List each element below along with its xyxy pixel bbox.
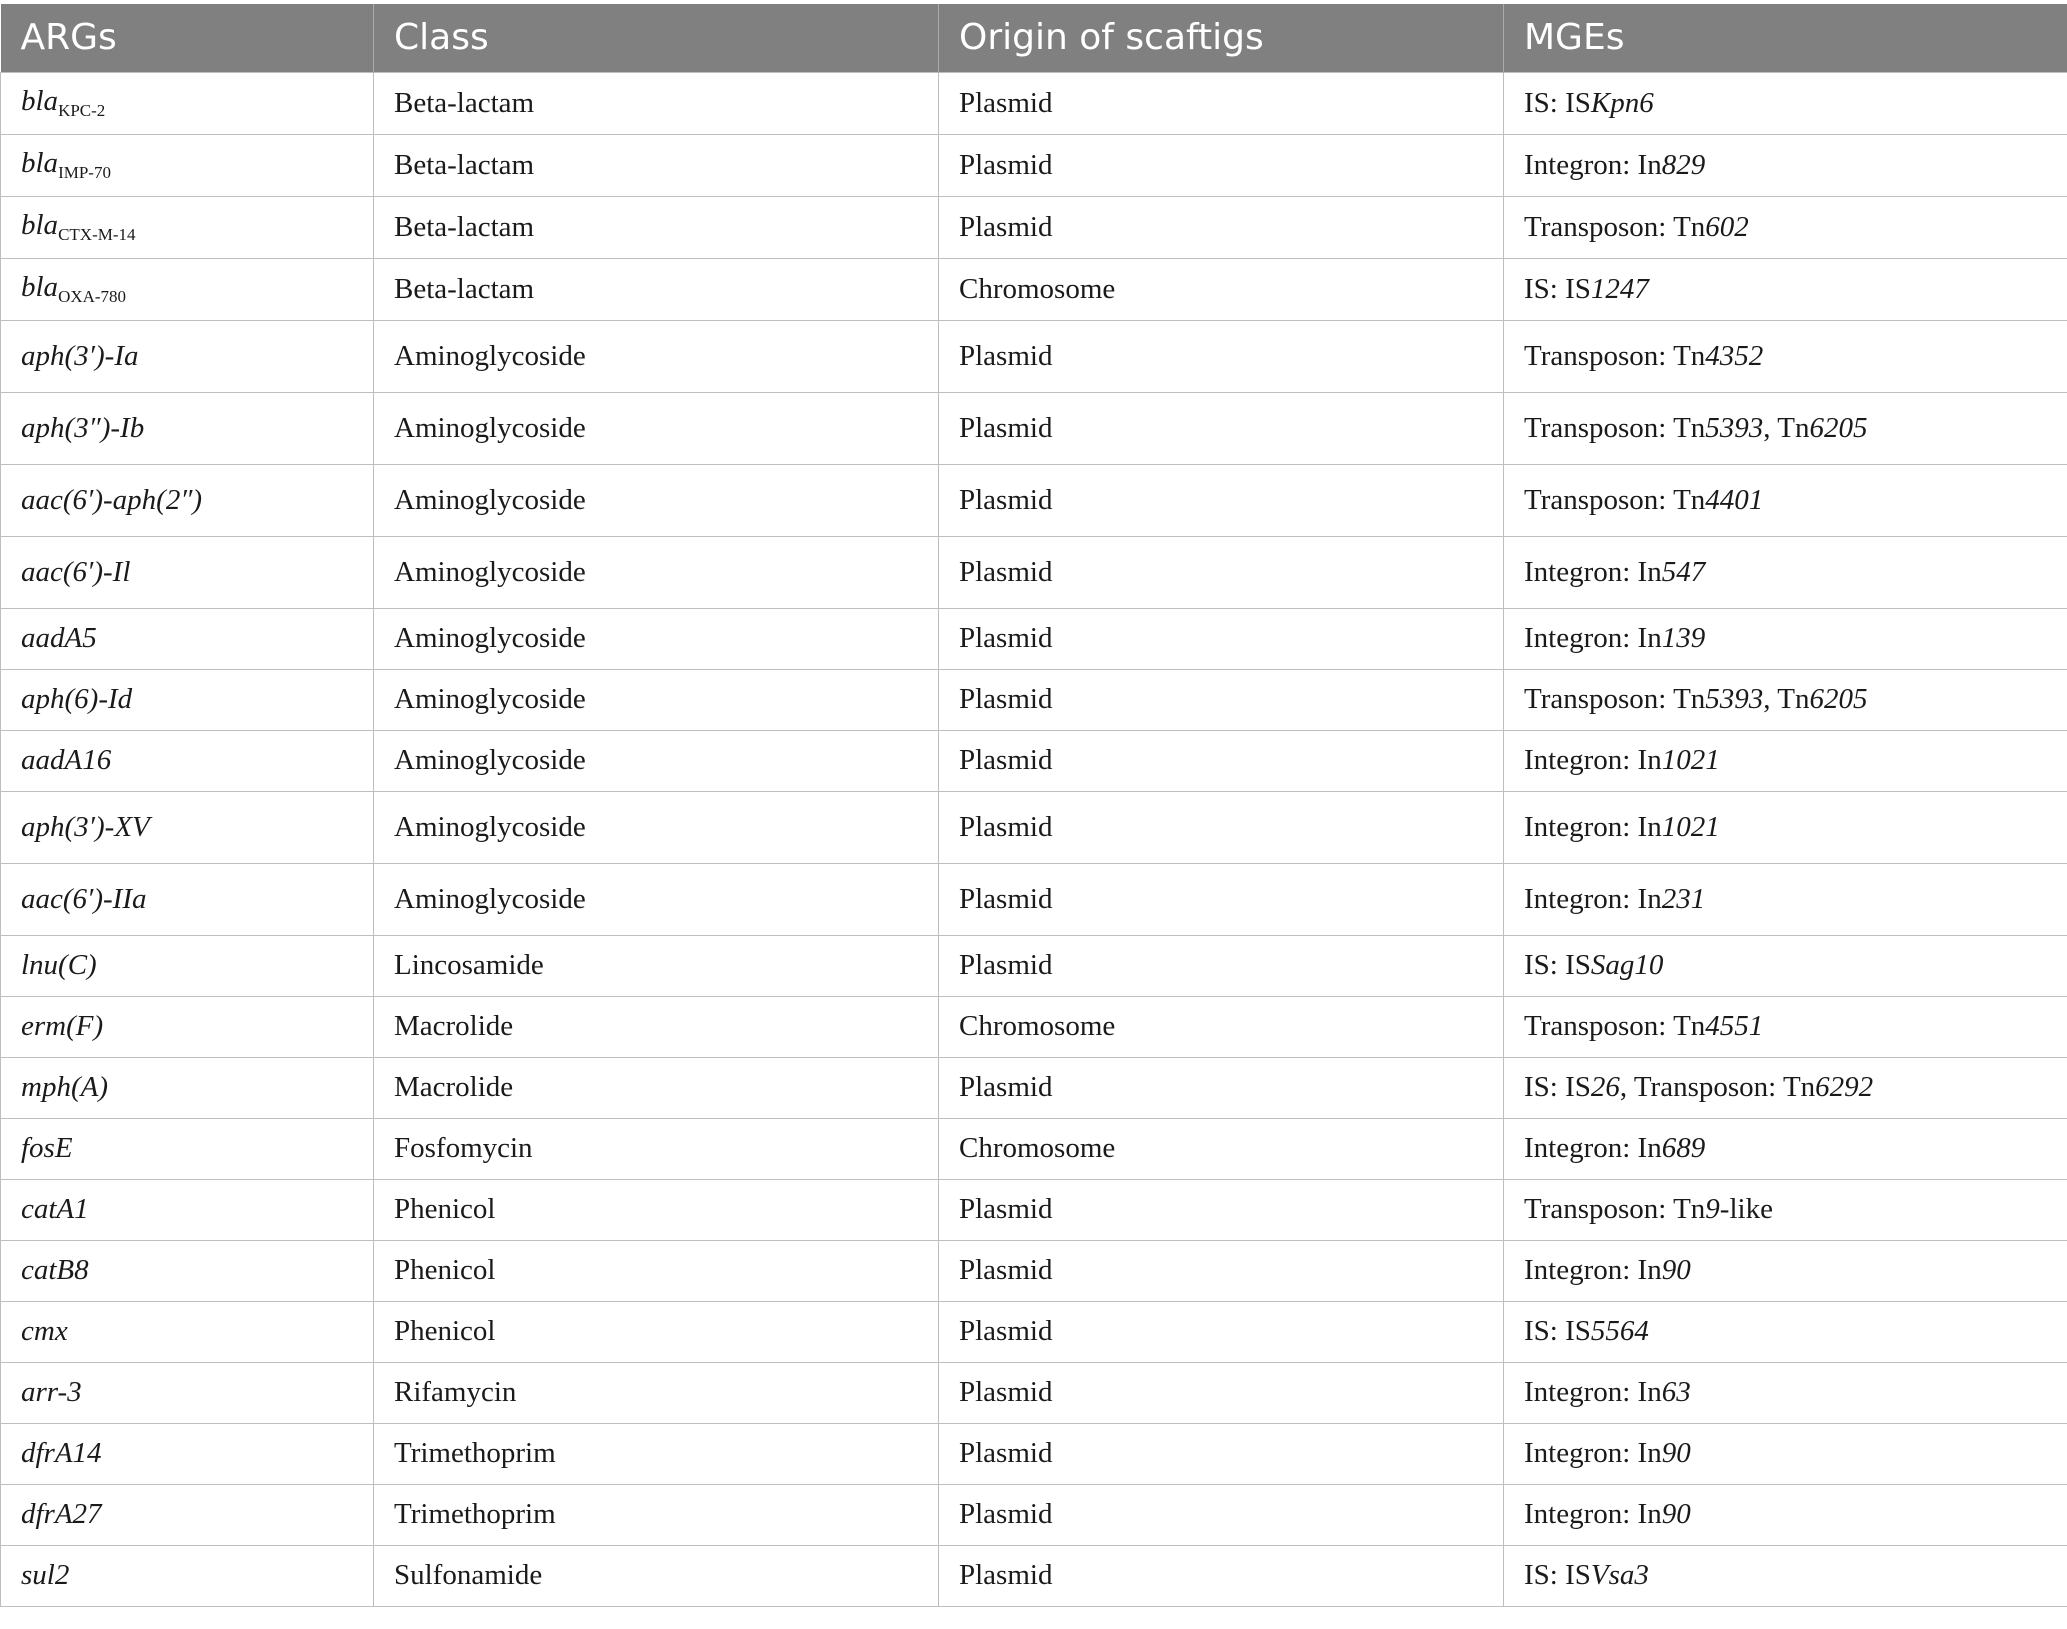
mge-segment: Transposon: Tn [1524, 483, 1706, 516]
cell-class: Trimethoprim [374, 1423, 939, 1484]
table-body [1, 72, 2067, 1606]
mge-segment: Integron: In [1524, 148, 1662, 181]
arg-subscript: CTX-M-14 [58, 225, 136, 244]
arg-name: bla [21, 271, 59, 303]
cell-arg [1, 1484, 374, 1545]
cell-class: Trimethoprim [374, 1484, 939, 1545]
cell-origin: Plasmid [939, 1057, 1504, 1118]
cell-arg [1, 1240, 374, 1301]
mge-segment: -like [1719, 1193, 1773, 1225]
cell-arg [1, 1362, 374, 1423]
arg-table [0, 4, 2067, 1607]
cell-mge [1504, 669, 2067, 730]
cell-arg [1, 196, 374, 258]
mge-segment: , Tn [1763, 683, 1810, 715]
mge-segment: 231 [1661, 882, 1706, 915]
cell-arg [1, 392, 374, 464]
cell-class: Phenicol [374, 1240, 939, 1301]
cell-arg [1, 791, 374, 863]
cell-origin: Plasmid [939, 134, 1504, 196]
arg-name: cmx [21, 1315, 68, 1347]
arg-name: sul2 [21, 1559, 70, 1591]
table-row [1, 392, 2067, 464]
cell-origin: Plasmid [939, 536, 1504, 608]
cell-arg [1, 1179, 374, 1240]
table-row [1, 608, 2067, 669]
cell-arg [1, 935, 374, 996]
arg-name: catA1 [21, 1193, 89, 1225]
cell-origin: Plasmid [939, 1301, 1504, 1362]
mge-segment: 602 [1705, 210, 1749, 243]
cell-origin: Plasmid [939, 791, 1504, 863]
header-class: Class [374, 4, 939, 72]
mge-segment: Vsa3 [1590, 1559, 1649, 1591]
arg-name: dfrA27 [21, 1498, 102, 1530]
cell-mge [1504, 730, 2067, 791]
mge-segment: 6292 [1815, 1071, 1874, 1103]
cell-mge [1504, 464, 2067, 536]
table-header [1, 4, 2067, 72]
table-row [1, 1118, 2067, 1179]
mge-segment: 547 [1661, 555, 1706, 588]
cell-mge [1504, 134, 2067, 196]
cell-mge [1504, 935, 2067, 996]
mge-segment: Integron: In [1524, 622, 1662, 654]
mge-segment: 63 [1661, 1376, 1691, 1408]
cell-mge [1504, 1423, 2067, 1484]
cell-mge [1504, 791, 2067, 863]
cell-mge [1504, 1240, 2067, 1301]
cell-mge [1504, 996, 2067, 1057]
arg-name: aph(3′)-Ia [21, 339, 139, 372]
mge-segment: Transposon: Tn [1524, 339, 1706, 372]
header-args: ARGs [1, 4, 374, 72]
cell-origin: Plasmid [939, 1484, 1504, 1545]
cell-mge [1504, 392, 2067, 464]
mge-segment: IS: IS [1524, 272, 1591, 305]
mge-segment: Integron: In [1524, 1254, 1662, 1286]
mge-segment: Integron: In [1524, 1498, 1662, 1530]
arg-name: aph(3″)-Ib [21, 411, 145, 444]
arg-name: bla [21, 147, 59, 179]
mge-segment: 689 [1661, 1132, 1706, 1164]
table-row [1, 134, 2067, 196]
mge-segment: 139 [1661, 622, 1706, 654]
cell-origin: Plasmid [939, 196, 1504, 258]
mge-segment: 26 [1590, 1071, 1620, 1103]
cell-class: Aminoglycoside [374, 392, 939, 464]
mge-segment: Integron: In [1524, 882, 1662, 915]
cell-class: Aminoglycoside [374, 863, 939, 935]
cell-mge [1504, 1362, 2067, 1423]
mge-segment: 1021 [1661, 744, 1720, 776]
table-row [1, 1362, 2067, 1423]
table-row [1, 1057, 2067, 1118]
cell-mge [1504, 1118, 2067, 1179]
mge-segment: Transposon: Tn [1524, 411, 1706, 444]
cell-origin: Plasmid [939, 72, 1504, 134]
table-row [1, 258, 2067, 320]
cell-origin: Plasmid [939, 1362, 1504, 1423]
cell-class: Aminoglycoside [374, 320, 939, 392]
cell-class: Phenicol [374, 1179, 939, 1240]
arg-name: dfrA14 [21, 1437, 102, 1469]
mge-segment: IS: IS [1524, 1315, 1591, 1347]
cell-origin: Plasmid [939, 1423, 1504, 1484]
cell-class: Beta-lactam [374, 258, 939, 320]
table-row [1, 1179, 2067, 1240]
mge-segment: Integron: In [1524, 744, 1662, 776]
arg-name: aph(3′)-XV [21, 810, 150, 843]
mge-segment: Transposon: Tn [1524, 1193, 1706, 1225]
cell-mge [1504, 863, 2067, 935]
table-row [1, 1301, 2067, 1362]
arg-name: aac(6′)-Il [21, 555, 131, 588]
mge-segment: Integron: In [1524, 1132, 1662, 1164]
cell-mge [1504, 320, 2067, 392]
table-row [1, 72, 2067, 134]
cell-class: Macrolide [374, 1057, 939, 1118]
mge-segment: 5564 [1590, 1315, 1649, 1347]
mge-segment: Transposon: Tn [1524, 1010, 1706, 1042]
mge-segment: , Tn [1763, 411, 1810, 444]
cell-origin: Plasmid [939, 392, 1504, 464]
table-row [1, 669, 2067, 730]
header-mges: MGEs [1504, 4, 2067, 72]
table-row [1, 1484, 2067, 1545]
arg-name: bla [21, 85, 59, 117]
cell-class: Fosfomycin [374, 1118, 939, 1179]
cell-mge [1504, 1179, 2067, 1240]
cell-origin: Chromosome [939, 1118, 1504, 1179]
mge-segment: Integron: In [1524, 1376, 1662, 1408]
arg-name: catB8 [21, 1254, 89, 1286]
mge-segment: 4352 [1705, 339, 1764, 372]
table-row [1, 1240, 2067, 1301]
cell-origin: Chromosome [939, 258, 1504, 320]
cell-mge [1504, 72, 2067, 134]
mge-segment: 5393 [1705, 683, 1764, 715]
cell-mge [1504, 608, 2067, 669]
mge-segment: Transposon: Tn [1524, 210, 1706, 243]
mge-segment: 6205 [1809, 683, 1868, 715]
cell-class: Macrolide [374, 996, 939, 1057]
mge-segment: IS: IS [1524, 86, 1591, 119]
mge-segment: IS: IS [1524, 949, 1591, 981]
mge-segment: Kpn6 [1590, 86, 1654, 119]
mge-segment: 90 [1661, 1437, 1691, 1469]
cell-mge [1504, 1057, 2067, 1118]
cell-class: Aminoglycoside [374, 464, 939, 536]
cell-mge [1504, 258, 2067, 320]
cell-class: Lincosamide [374, 935, 939, 996]
arg-name: aadA16 [21, 744, 112, 776]
cell-arg [1, 320, 374, 392]
cell-arg [1, 863, 374, 935]
mge-segment: Integron: In [1524, 810, 1662, 843]
arg-name: aac(6′)-IIa [21, 882, 147, 915]
cell-arg [1, 669, 374, 730]
cell-origin: Plasmid [939, 1179, 1504, 1240]
table-row [1, 536, 2067, 608]
cell-class: Aminoglycoside [374, 669, 939, 730]
mge-segment: Sag10 [1590, 949, 1664, 981]
mge-segment: IS: IS [1524, 1071, 1591, 1103]
table-row [1, 320, 2067, 392]
cell-arg [1, 258, 374, 320]
cell-mge [1504, 196, 2067, 258]
cell-origin: Plasmid [939, 1240, 1504, 1301]
mge-segment: 4551 [1705, 1010, 1764, 1042]
cell-origin: Plasmid [939, 608, 1504, 669]
cell-class: Phenicol [374, 1301, 939, 1362]
cell-class: Aminoglycoside [374, 608, 939, 669]
cell-arg [1, 464, 374, 536]
cell-origin: Plasmid [939, 730, 1504, 791]
header-row [1, 4, 2067, 72]
header-origin: Origin of scaftigs [939, 4, 1504, 72]
cell-arg [1, 996, 374, 1057]
mge-segment: 90 [1661, 1498, 1691, 1530]
cell-class: Beta-lactam [374, 196, 939, 258]
table-row [1, 935, 2067, 996]
arg-name: fosE [21, 1132, 73, 1164]
mge-segment: 1247 [1590, 272, 1649, 305]
cell-arg [1, 134, 374, 196]
cell-arg [1, 1301, 374, 1362]
cell-class: Sulfonamide [374, 1545, 939, 1606]
cell-class: Aminoglycoside [374, 536, 939, 608]
cell-arg [1, 72, 374, 134]
table-row [1, 730, 2067, 791]
cell-class: Rifamycin [374, 1362, 939, 1423]
mge-segment: Transposon: Tn [1524, 683, 1706, 715]
cell-origin: Plasmid [939, 464, 1504, 536]
cell-arg [1, 730, 374, 791]
cell-class: Beta-lactam [374, 72, 939, 134]
cell-arg [1, 1057, 374, 1118]
cell-arg [1, 1118, 374, 1179]
cell-origin: Plasmid [939, 935, 1504, 996]
cell-mge [1504, 536, 2067, 608]
cell-arg [1, 536, 374, 608]
mge-segment: 1021 [1661, 810, 1720, 843]
arg-subscript: KPC-2 [58, 101, 106, 120]
cell-class: Beta-lactam [374, 134, 939, 196]
arg-name: arr-3 [21, 1376, 82, 1408]
cell-origin: Plasmid [939, 1545, 1504, 1606]
arg-name: aac(6′)-aph(2″) [21, 483, 203, 516]
arg-name: erm(F) [21, 1010, 104, 1042]
mge-segment: 5393 [1705, 411, 1764, 444]
mge-segment: 9 [1705, 1193, 1720, 1225]
cell-arg [1, 608, 374, 669]
cell-class: Aminoglycoside [374, 730, 939, 791]
mge-segment: Integron: In [1524, 555, 1662, 588]
cell-mge [1504, 1301, 2067, 1362]
arg-subscript: IMP-70 [58, 163, 111, 182]
table-row [1, 196, 2067, 258]
arg-name: aph(6)-Id [21, 683, 133, 715]
arg-name: aadA5 [21, 622, 97, 654]
arg-table-container [0, 4, 2067, 1607]
cell-arg [1, 1545, 374, 1606]
mge-segment: , Transposon: Tn [1619, 1071, 1816, 1103]
table-row [1, 863, 2067, 935]
cell-arg [1, 1423, 374, 1484]
table-row [1, 464, 2067, 536]
cell-class: Aminoglycoside [374, 791, 939, 863]
mge-segment: 6205 [1809, 411, 1868, 444]
cell-origin: Chromosome [939, 996, 1504, 1057]
mge-segment: 4401 [1705, 483, 1764, 516]
arg-subscript: OXA-780 [58, 287, 127, 306]
cell-origin: Plasmid [939, 863, 1504, 935]
table-row [1, 1423, 2067, 1484]
table-row [1, 791, 2067, 863]
arg-name: mph(A) [21, 1071, 108, 1103]
cell-mge [1504, 1484, 2067, 1545]
mge-segment: IS: IS [1524, 1559, 1591, 1591]
arg-name: lnu(C) [21, 949, 97, 981]
mge-segment: 90 [1661, 1254, 1691, 1286]
table-row [1, 996, 2067, 1057]
table-row [1, 1545, 2067, 1606]
cell-origin: Plasmid [939, 320, 1504, 392]
mge-segment: 829 [1661, 148, 1706, 181]
arg-name: bla [21, 209, 59, 241]
cell-mge [1504, 1545, 2067, 1606]
cell-origin: Plasmid [939, 669, 1504, 730]
mge-segment: Integron: In [1524, 1437, 1662, 1469]
